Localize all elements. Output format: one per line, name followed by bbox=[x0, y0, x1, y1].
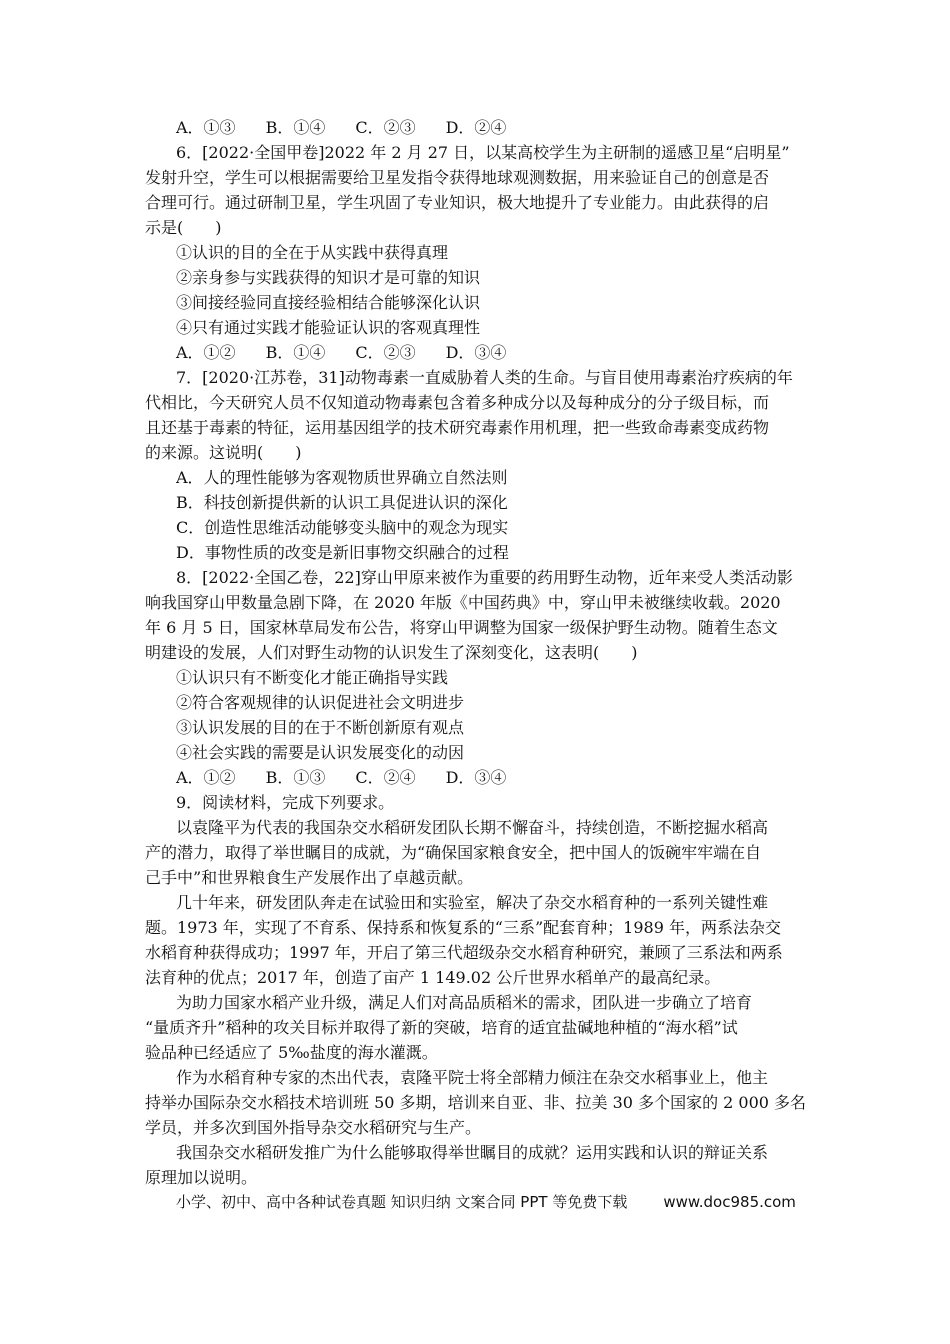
q6-stem-line: 合理可行。通过研制卫星，学生巩固了专业知识，极大地提升了专业能力。由此获得的启 bbox=[145, 193, 770, 212]
q6-options bbox=[176, 343, 536, 363]
q9-material-line: 以袁隆平为代表的我国杂交水稻研发团队长期不懈奋斗，持续创造，不断挖掘水稻高 bbox=[176, 818, 769, 837]
q6-item-4: ④只有通过实践才能验证认识的客观真理性 bbox=[176, 318, 481, 337]
q6-option-d: D．③④ bbox=[445, 343, 507, 362]
q9-material-line: 产的潜力，取得了举世瞩目的成就，为“确保国家粮食安全，把中国人的饭碗牢牢端在自 bbox=[145, 843, 762, 862]
q6-item-2: ②亲身参与实践获得的知识才是可靠的知识 bbox=[176, 268, 481, 287]
q8-stem-line: 响我国穿山甲数量急剧下降，在 2020 年版《中国药典》中，穿山甲未被继续收载。2020 bbox=[145, 593, 781, 612]
q7-stem-line: 代相比，今天研究人员不仅知道动物毒素包含着多种成分以及每种成分的分子级目标，而 bbox=[145, 393, 770, 412]
q6-option-b: B．①④ bbox=[265, 343, 326, 362]
q8-stem-line: 明建设的发展，人们对野生动物的认识发生了深刻变化，这表明( ) bbox=[145, 643, 638, 662]
q9-material-line: 学员，并多次到国外指导杂交水稻研究与生产。 bbox=[145, 1118, 482, 1137]
q8-option-a: A．①② bbox=[176, 768, 236, 787]
q7-stem-line: 的来源。这说明( ) bbox=[145, 443, 302, 462]
q5-options bbox=[176, 118, 536, 138]
q8-option-c: C．②④ bbox=[355, 768, 416, 787]
q9-material-line: 题。1973 年，实现了不育系、保持系和恢复系的“三系”配套育种；1989 年，两系法杂交 bbox=[145, 918, 781, 937]
q6-stem-line: 6．[2022·全国甲卷]2022 年 2 月 27 日，以某高校学生为主研制的遥感卫星“启明星” bbox=[176, 143, 790, 162]
q9-material-line: 为助力国家水稻产业升级，满足人们对高品质稻米的需求，团队进一步确立了培育 bbox=[176, 993, 753, 1012]
q8-option-d: D．③④ bbox=[445, 768, 507, 787]
q9-material-line: 持举办国际杂交水稻技术培训班 50 多期，培训来自亚、非、拉美 30 多个国家的 2 000 多名 bbox=[145, 1093, 807, 1112]
q7-option-b: B．科技创新提供新的认识工具促进认识的深化 bbox=[176, 493, 508, 512]
q8-option-b: B．①③ bbox=[265, 768, 326, 787]
q6-item-3: ③间接经验同直接经验相结合能够深化认识 bbox=[176, 293, 481, 312]
q9-material-line: 作为水稻育种专家的杰出代表，袁隆平院士将全部精力倾注在杂交水稻事业上，他主 bbox=[176, 1068, 769, 1087]
q6-stem-line: 发射升空，学生可以根据需要给卫星发指令获得地球观测数据，用来验证自己的创意是否 bbox=[145, 168, 770, 187]
q7-option-d: D．事物性质的改变是新旧事物交织融合的过程 bbox=[176, 543, 509, 562]
q8-item-1: ①认识只有不断变化才能正确指导实践 bbox=[176, 668, 449, 687]
q8-item-3: ③认识发展的目的在于不断创新原有观点 bbox=[176, 718, 465, 737]
q7-option-a: A．人的理性能够为客观物质世界确立自然法则 bbox=[176, 468, 508, 487]
q6-item-1: ①认识的目的全在于从实践中获得真理 bbox=[176, 243, 449, 262]
q9-material-line: 验品种已经适应了 5‰盐度的海水灌溉。 bbox=[145, 1043, 438, 1062]
q6-option-a: A．①② bbox=[176, 343, 236, 362]
q9-question-line: 我国杂交水稻研发推广为什么能够取得举世瞩目的成就？运用实践和认识的辩证关系 bbox=[176, 1143, 769, 1162]
page-footer bbox=[176, 1192, 796, 1212]
footer-text: 小学、初中、高中各种试卷真题 知识归纳 文案合同 PPT 等免费下载 bbox=[176, 1193, 628, 1211]
q6-stem-line: 示是( ) bbox=[145, 218, 222, 237]
q9-material-line: 水稻育种获得成功；1997 年，开启了第三代超级杂交水稻育种研究，兼顾了三系法和两系 bbox=[145, 943, 783, 962]
q5-option-a: A．①③ bbox=[176, 118, 236, 137]
q9-material-line: 几十年来，研发团队奔走在试验田和实验室，解决了杂交水稻育种的一系列关键性难 bbox=[176, 893, 769, 912]
q8-stem-line: 年 6 月 5 日，国家林草局发布公告，将穿山甲调整为国家一级保护野生动物。随着生态文 bbox=[145, 618, 778, 637]
q9-question-line: 原理加以说明。 bbox=[145, 1168, 258, 1187]
q7-option-c: C．创造性思维活动能够变头脑中的观念为现实 bbox=[176, 518, 509, 537]
q8-item-2: ②符合客观规律的认识促进社会文明进步 bbox=[176, 693, 465, 712]
q9-material-line: 己手中”和世界粮食生产发展作出了卓越贡献。 bbox=[145, 868, 474, 887]
q8-stem-line: 8．[2022·全国乙卷，22]穿山甲原来被作为重要的药用野生动物，近年来受人类活动影 bbox=[176, 568, 793, 587]
q8-options bbox=[176, 768, 536, 788]
q7-stem-line: 且还基于毒素的特征，运用基因组学的技术研究毒素作用机理，把一些致命毒素变成药物 bbox=[145, 418, 770, 437]
q9-title: 9．阅读材料，完成下列要求。 bbox=[176, 793, 395, 812]
footer-url[interactable]: www.doc985.com bbox=[663, 1193, 796, 1211]
q7-stem-line: 7．[2020·江苏卷，31]动物毒素一直威胁着人类的生命。与盲目使用毒素治疗疾病的年 bbox=[176, 368, 793, 387]
q8-item-4: ④社会实践的需要是认识发展变化的动因 bbox=[176, 743, 465, 762]
q6-option-c: C．②③ bbox=[355, 343, 416, 362]
q5-option-b: B．①④ bbox=[265, 118, 326, 137]
q9-material-line: 法育种的优点；2017 年，创造了亩产 1 149.02 公斤世界水稻单产的最高纪录。 bbox=[145, 968, 721, 987]
q9-material-line: “量质齐升”稻种的攻关目标并取得了新的突破，培育的适宜盐碱地种植的“海水稻”试 bbox=[145, 1018, 738, 1037]
q5-option-d: D．②④ bbox=[445, 118, 507, 137]
q5-option-c: C．②③ bbox=[355, 118, 416, 137]
